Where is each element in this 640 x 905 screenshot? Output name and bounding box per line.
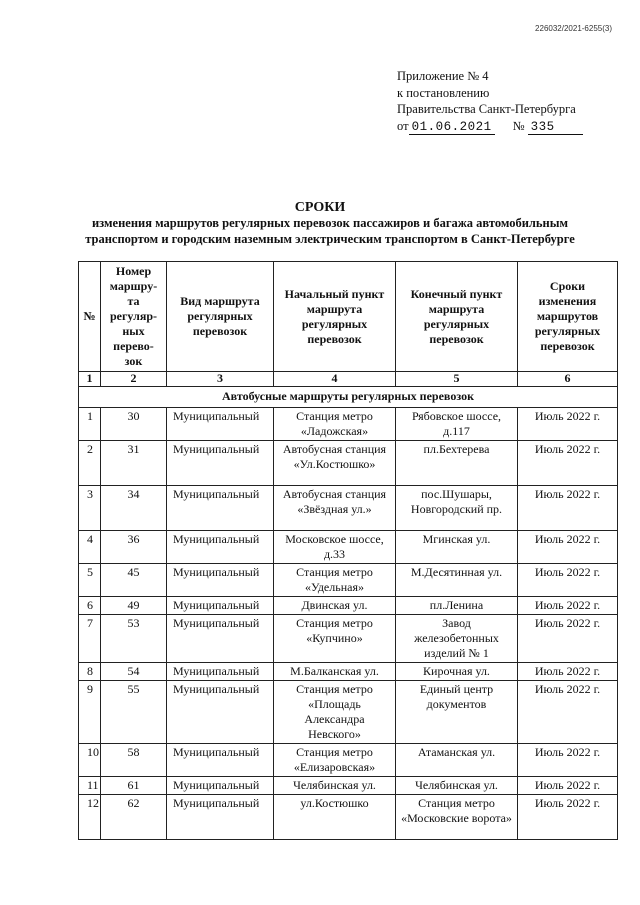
table-row	[79, 486, 618, 531]
change-period: Июль 2022 г.	[518, 564, 618, 597]
route-kind: Муниципальный	[167, 777, 274, 795]
route-kind: Муниципальный	[167, 744, 274, 777]
end-point: Мгинская ул.	[396, 531, 518, 564]
change-period: Июль 2022 г.	[518, 441, 618, 486]
header-cell: Начальный пункт маршрута регулярных перевозок	[274, 262, 396, 372]
end-point: Кирочная ул.	[396, 663, 518, 681]
column-number: 4	[274, 372, 396, 387]
end-point: Атаманская ул.	[396, 744, 518, 777]
change-period: Июль 2022 г.	[518, 408, 618, 441]
end-point: Завод железобетонных изделий № 1	[396, 615, 518, 663]
end-point: М.Десятинная ул.	[396, 564, 518, 597]
table-row	[79, 615, 618, 663]
change-period: Июль 2022 г.	[518, 681, 618, 744]
change-period: Июль 2022 г.	[518, 777, 618, 795]
appendix-line-1: Приложение № 4	[397, 69, 489, 83]
table-row	[79, 597, 618, 615]
section-row	[79, 387, 618, 408]
route-number: 49	[101, 597, 167, 615]
change-period: Июль 2022 г.	[518, 597, 618, 615]
route-kind: Муниципальный	[167, 795, 274, 840]
route-number: 54	[101, 663, 167, 681]
route-kind: Муниципальный	[167, 408, 274, 441]
row-number: 12	[79, 795, 101, 840]
resolution-date: 01.06.2021	[409, 120, 495, 135]
appendix-line-2: к постановлению	[397, 85, 490, 100]
header-cell: Номер маршру-та регуляр-ных перево-зок	[101, 262, 167, 372]
header-cell: Конечный пункт маршрута регулярных перевозок	[396, 262, 518, 372]
row-number: 11	[79, 777, 101, 795]
end-point: пос.Шушары, Новгородский пр.	[396, 486, 518, 531]
change-period: Июль 2022 г.	[518, 744, 618, 777]
table-row	[79, 777, 618, 795]
start-point: Челябинская ул.	[274, 777, 396, 795]
section-title: Автобусные маршруты регулярных перевозок	[79, 387, 618, 408]
end-point: Станция метро «Московские ворота»	[396, 795, 518, 840]
row-number: 7	[79, 615, 101, 663]
start-point: Автобусная станция «Ул.Костюшко»	[274, 441, 396, 486]
table-row	[79, 744, 618, 777]
start-point: ул.Костюшко	[274, 795, 396, 840]
route-kind: Муниципальный	[167, 615, 274, 663]
row-number: 3	[79, 486, 101, 531]
change-period: Июль 2022 г.	[518, 531, 618, 564]
change-period: Июль 2022 г.	[518, 615, 618, 663]
column-number: 6	[518, 372, 618, 387]
document-id: 226032/2021-6255(3)	[535, 24, 612, 33]
end-point: пл.Бехтерева	[396, 441, 518, 486]
start-point: Станция метро «Елизаровская»	[274, 744, 396, 777]
route-number: 36	[101, 531, 167, 564]
route-number: 62	[101, 795, 167, 840]
header-cell: Сроки изменения маршрутов регулярных перевозок	[518, 262, 618, 372]
header-cell: №	[79, 262, 101, 372]
appendix-block	[397, 68, 583, 135]
column-number: 2	[101, 372, 167, 387]
table-row	[79, 681, 618, 744]
route-number: 30	[101, 408, 167, 441]
column-number: 5	[396, 372, 518, 387]
row-number: 8	[79, 663, 101, 681]
route-number: 45	[101, 564, 167, 597]
route-number: 61	[101, 777, 167, 795]
row-number: 10	[79, 744, 101, 777]
resolution-number: 335	[528, 120, 583, 135]
start-point: Московское шоссе, д.33	[274, 531, 396, 564]
start-point: М.Балканская ул.	[274, 663, 396, 681]
route-kind: Муниципальный	[167, 597, 274, 615]
table-row	[79, 795, 618, 840]
route-kind: Муниципальный	[167, 441, 274, 486]
column-number-row	[79, 372, 618, 387]
date-prefix: от	[397, 118, 409, 133]
appendix-date-line	[397, 118, 583, 136]
appendix-line-3: Правительства Санкт-Петербурга	[397, 102, 576, 116]
number-prefix: №	[512, 118, 525, 133]
end-point: пл.Ленина	[396, 597, 518, 615]
table-row	[79, 531, 618, 564]
end-point: Рябовское шоссе, д.117	[396, 408, 518, 441]
row-number: 4	[79, 531, 101, 564]
route-kind: Муниципальный	[167, 663, 274, 681]
change-period: Июль 2022 г.	[518, 486, 618, 531]
start-point: Станция метро «Ладожская»	[274, 408, 396, 441]
row-number: 9	[79, 681, 101, 744]
route-kind: Муниципальный	[167, 564, 274, 597]
table-row	[79, 564, 618, 597]
route-number: 58	[101, 744, 167, 777]
start-point: Станция метро «Площадь Александра Невского»	[274, 681, 396, 744]
route-number: 55	[101, 681, 167, 744]
column-number: 3	[167, 372, 274, 387]
row-number: 5	[79, 564, 101, 597]
end-point: Единый центр документов	[396, 681, 518, 744]
page-subtitle: изменения маршрутов регулярных перевозок пассажиров и багажа автомобильным транспортом и городским наземным электрическим транспортом в Санкт-Петербурге	[85, 216, 575, 246]
header-cell: Вид маршрута регулярных перевозок	[167, 262, 274, 372]
page-title: СРОКИ	[294, 200, 346, 215]
table-row	[79, 441, 618, 486]
start-point: Двинская ул.	[274, 597, 396, 615]
route-number: 34	[101, 486, 167, 531]
route-number: 53	[101, 615, 167, 663]
start-point: Станция метро «Купчино»	[274, 615, 396, 663]
table-row	[79, 663, 618, 681]
routes-table	[78, 261, 618, 840]
route-kind: Муниципальный	[167, 681, 274, 744]
row-number: 2	[79, 441, 101, 486]
route-kind: Муниципальный	[167, 486, 274, 531]
end-point: Челябинская ул.	[396, 777, 518, 795]
route-number: 31	[101, 441, 167, 486]
start-point: Автобусная станция «Звёздная ул.»	[274, 486, 396, 531]
change-period: Июль 2022 г.	[518, 663, 618, 681]
row-number: 1	[79, 408, 101, 441]
route-kind: Муниципальный	[167, 531, 274, 564]
row-number: 6	[79, 597, 101, 615]
change-period: Июль 2022 г.	[518, 795, 618, 840]
header-row	[79, 262, 618, 372]
start-point: Станция метро «Удельная»	[274, 564, 396, 597]
column-number: 1	[79, 372, 101, 387]
table-row	[79, 408, 618, 441]
